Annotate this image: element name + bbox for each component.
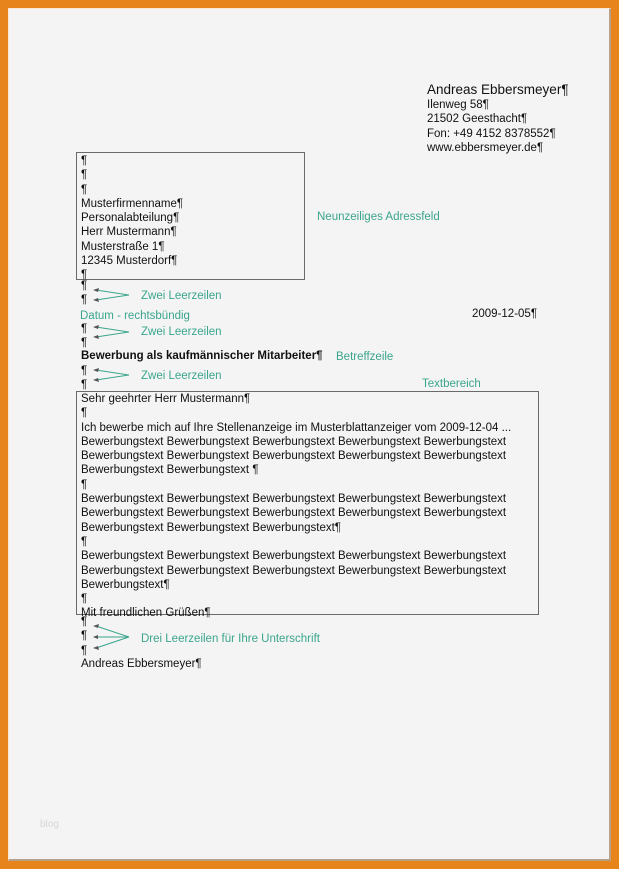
address-field-box [76,152,305,280]
annotation-two-blank-lines-3: Zwei Leerzeilen [141,370,222,382]
closing: Mit freundlichen Grüßen¶ [81,607,211,620]
paragraph-mark: ¶ [81,379,88,392]
blank-lines-signature [81,615,87,658]
body-line: Bewerbungstext Bewerbungstext Bewerbungstext Bewerbungstext Bewerbungstext [81,550,507,563]
paragraph-mark: ¶ [81,478,88,491]
body-line: Bewerbungstext Bewerbungstext Bewerbungstext Bewerbungstext Bewerbungstext [81,450,507,463]
paragraph-mark: ¶ [81,365,88,377]
annotation-two-blank-lines-2: Zwei Leerzeilen [141,326,222,338]
address-recipient: Herr Mustermann¶ [81,226,177,239]
body-line: Bewerbungstext Bewerbungstext Bewerbungstext Bewerbungstext Bewerbungstext [81,435,507,448]
address-company: Musterfirmenname¶ [81,197,184,210]
address-street: Musterstraße 1¶ [81,240,165,253]
paragraph-mark: ¶ [81,630,88,643]
paragraph-mark: ¶ [81,323,88,335]
arrow-icon [93,289,133,305]
body-line: Ich bewerbe mich auf Ihre Stellenanzeige im Musterblattanzeiger vom 2009-12-04 ... [81,421,512,434]
address-line: ¶ [81,269,88,282]
sender-street: Ilenweg 58¶ [427,99,489,111]
sender-block [427,82,569,155]
sender-name: Andreas Ebbersmeyer¶ [427,82,569,97]
annotation-two-blank-lines-1: Zwei Leerzeilen [141,290,222,302]
body-line: Bewerbungstext Bewerbungstext Bewerbungstext¶ [81,521,341,534]
paragraph-mark: ¶ [81,616,88,628]
body-line: Bewerbungstext Bewerbungstext Bewerbungstext Bewerbungstext Bewerbungstext [81,564,507,577]
body-line: Bewerbungstext¶ [81,578,170,591]
address-city: 12345 Musterdorf¶ [81,255,178,268]
signature-name: Andreas Ebbersmeyer¶ [81,658,202,670]
watermark: blog [40,819,59,830]
date-value: 2009-12-05¶ [472,308,538,320]
annotation-address-field: Neunzeiliges Adressfeld [317,211,440,223]
address-line: ¶ [81,183,88,196]
paragraph-mark: ¶ [81,644,88,657]
annotation-text-area: Textbereich [422,378,481,390]
text-area-box [76,391,539,620]
paragraph-mark: ¶ [81,280,88,292]
blank-lines-1 [81,279,87,308]
blank-lines-2 [81,322,87,351]
letter-page [8,8,611,861]
paragraph-mark: ¶ [81,593,88,606]
body-line: Bewerbungstext Bewerbungstext Bewerbungstext Bewerbungstext Bewerbungstext [81,507,507,520]
arrow-icon [93,625,133,651]
blank-lines-3 [81,364,87,393]
body-line: Bewerbungstext Bewerbungstext ¶ [81,464,259,477]
address-line: ¶ [81,155,88,167]
sender-city: 21502 Geesthacht¶ [427,113,528,126]
paragraph-mark: ¶ [81,535,88,548]
paragraph-mark: ¶ [81,407,88,420]
salutation: Sehr geehrter Herr Mustermann¶ [81,393,251,405]
annotation-subject: Betreffzeile [336,351,394,363]
annotation-three-blank-lines: Drei Leerzeilen für Ihre Unterschrift [141,633,320,645]
body-line: Bewerbungstext Bewerbungstext Bewerbungstext Bewerbungstext Bewerbungstext [81,493,507,506]
address-department: Personalabteilung¶ [81,212,180,225]
arrow-icon [93,326,133,342]
paragraph-mark: ¶ [81,294,88,307]
annotation-date: Datum - rechtsbündig [80,310,190,322]
paragraph-mark: ¶ [81,337,88,350]
subject-line: Bewerbung als kaufmännischer Mitarbeiter¶ [81,350,323,362]
address-line: ¶ [81,169,88,182]
arrow-icon [93,369,133,385]
sender-web: www.ebbersmeyer.de¶ [427,141,544,154]
sender-phone: Fon: +49 4152 8378552¶ [427,127,556,140]
